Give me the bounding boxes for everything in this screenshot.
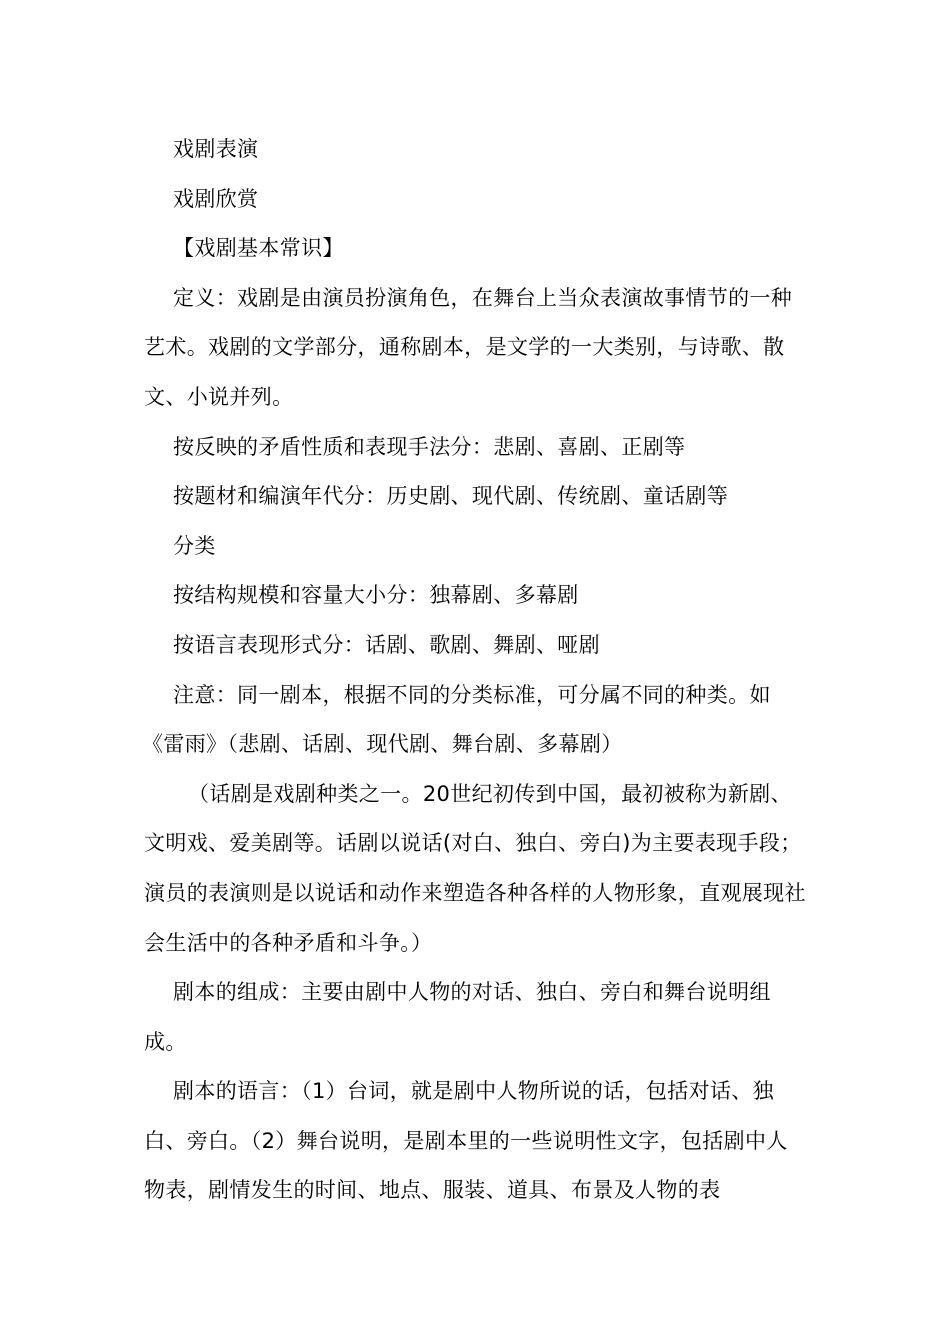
paragraph-note: 注意：同一剧本，根据不同的分类标准，可分属不同的种类。如 — [173, 682, 771, 707]
section-heading-basics: 【戏剧基本常识】 — [173, 236, 344, 261]
paragraph-spoken-drama: （话剧是戏剧种类之一。20世纪初传到中国，最初被称为新剧、文明戏、爱美剧等。话剧以说话(对白、独白、旁白)为主要表现手段；演员的表演则是以说话和动作来塑造各种各样的人物形象，直观展现社会生活中的各种矛盾和斗争。） — [144, 781, 806, 955]
paragraph-script-composition: 剧本的组成：主要由剧中人物的对话、独白、旁白和舞台说明组成。 — [144, 980, 771, 1054]
paragraph-definition: 定义：戏剧是由演员扮演角色，在舞台上当众表演故事情节的一种艺术。戏剧的文学部分，通称剧本，是文学的一大类别，与诗歌、散文、小说并列。 — [144, 285, 793, 409]
paragraph-classification-label: 分类 — [173, 533, 216, 558]
paragraph-script-language: 剧本的语言：（1）台词，就是剧中人物所说的话，包括对话、独白、旁白。（2）舞台说明，是剧本里的一些说明性文字，包括剧中人物表，剧情发生的时间、地点、服装、道具、布景及人物的表 — [144, 1079, 788, 1203]
document-body — [144, 125, 808, 1216]
paragraph-note-example: 《雷雨》（悲剧、话剧、现代剧、舞台剧、多幕剧） — [142, 732, 623, 757]
paragraph-category-theme: 按题材和编演年代分：历史剧、现代剧、传统剧、童话剧等 — [173, 484, 729, 509]
paragraph-category-conflict: 按反映的矛盾性质和表现手法分：悲剧、喜剧、正剧等 — [173, 434, 686, 459]
paragraph-category-language: 按语言表现形式分：话剧、歌剧、舞剧、哑剧 — [173, 632, 600, 657]
paragraph-category-structure: 按结构规模和容量大小分：独幕剧、多幕剧 — [173, 583, 579, 608]
paragraph-drama-appreciation: 戏剧欣赏 — [173, 186, 259, 211]
paragraph-drama-performance: 戏剧表演 — [173, 137, 259, 161]
